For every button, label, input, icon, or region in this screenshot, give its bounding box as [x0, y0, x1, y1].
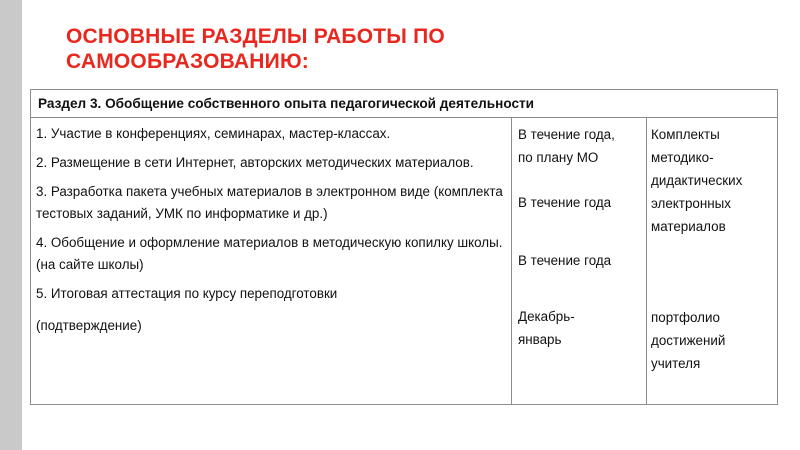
slide-title-line-1: ОСНОВНЫЕ РАЗДЕЛЫ РАБОТЫ ПО [66, 25, 445, 48]
result-line-6: портфолио [651, 310, 720, 325]
results-cell [647, 118, 778, 405]
task-item-3: 3. Разработка пакета учебных материалов в электронном виде (комплекта тестовых заданий, УМК по информатике и др.) [36, 184, 503, 221]
task-item-2: 2. Размещение в сети Интернет, авторских методических материалов. [36, 155, 474, 170]
section-header: Раздел 3. Обобщение собственного опыта педагогической деятельности [31, 90, 778, 118]
task-item-5-note: (подтверждение) [36, 318, 142, 333]
result-line-7: достижений [651, 333, 726, 348]
slide-title [66, 24, 766, 74]
tasks-cell [31, 118, 512, 405]
date-line-2: по плану МО [518, 150, 599, 165]
table-header-row [31, 90, 778, 118]
left-decorative-stripe [0, 0, 22, 450]
date-line-5: Декабрь- [518, 309, 575, 324]
date-line-1: В течение года, [518, 127, 615, 142]
result-line-1: Комплекты [651, 127, 720, 142]
self-education-table [30, 89, 778, 405]
result-line-5: материалов [651, 219, 726, 234]
table-body-row [31, 118, 778, 405]
slide-title-line-2: САМООБРАЗОВАНИЮ: [66, 50, 309, 73]
date-line-4: В течение года [518, 253, 612, 268]
date-line-3: В течение года [518, 195, 612, 210]
dates-cell [512, 118, 647, 405]
task-item-5: 5. Итоговая аттестация по курсу переподготовки [36, 286, 338, 301]
date-line-6: январь [518, 332, 562, 347]
task-item-4: 4. Обобщение и оформление материалов в методическую копилку школы. (на сайте школы) [36, 235, 503, 272]
task-item-1: 1. Участие в конференциях, семинарах, мастер-классах. [36, 126, 391, 141]
result-line-2: методико- [651, 150, 714, 165]
result-line-4: электронных [651, 196, 731, 211]
result-line-3: дидактических [651, 173, 743, 188]
result-line-8: учителя [651, 356, 701, 371]
